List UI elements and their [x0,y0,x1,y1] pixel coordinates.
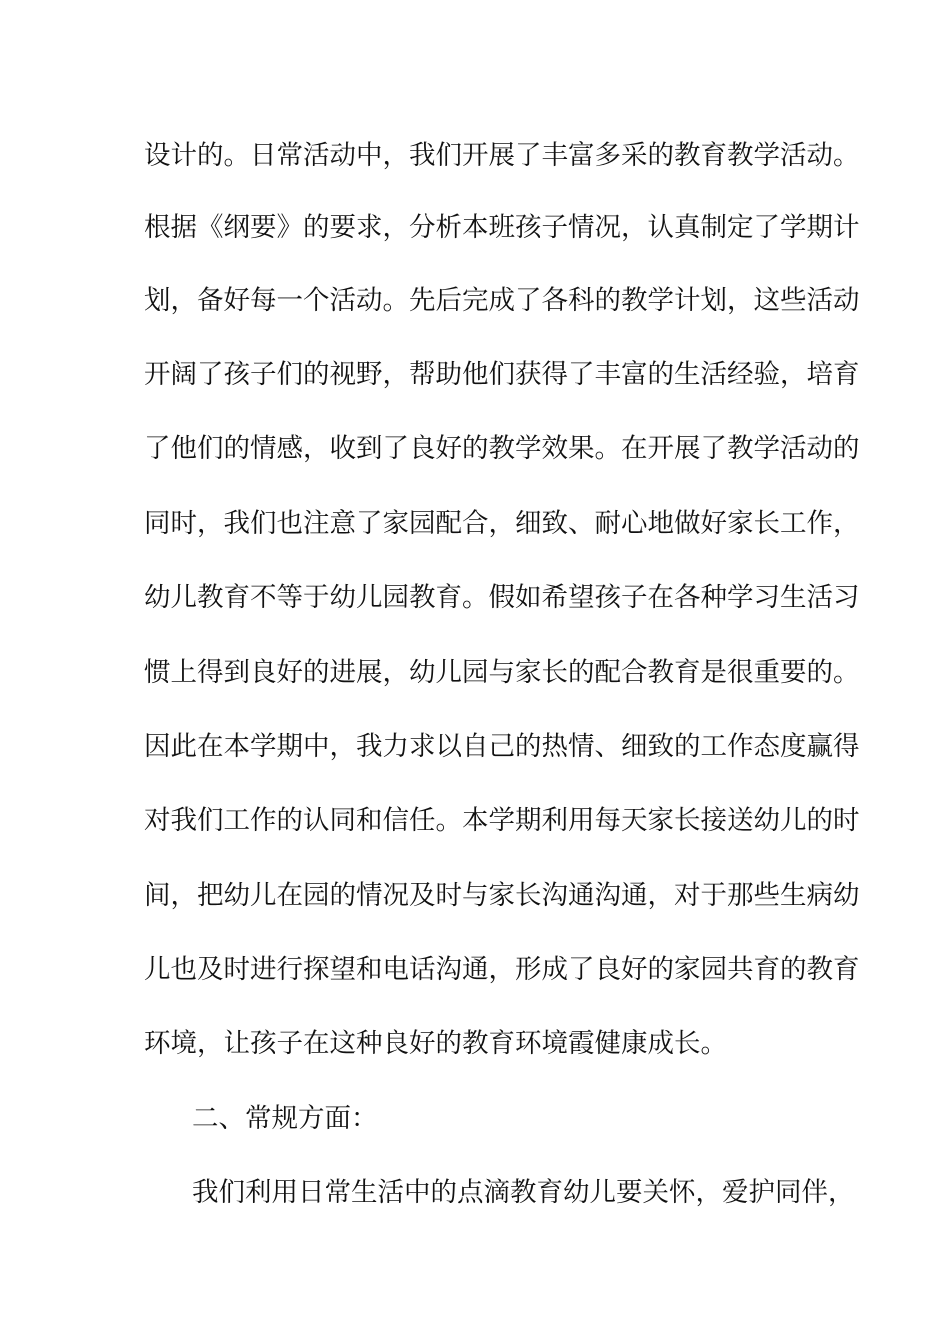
body-text-line: 了他们的情感，收到了良好的教学效果。在开展了教学活动的 [144,433,860,464]
section-heading: 二、常规方面： [192,1103,378,1134]
body-text-line: 设计的。日常活动中，我们开展了丰富多采的教育教学活动。 [144,140,860,171]
body-text-line: 惯上得到良好的进展，幼儿园与家长的配合教育是很重要的。 [144,657,860,688]
body-text-line: 开阔了孩子们的视野，帮助他们获得了丰富的生活经验，培育 [144,359,860,390]
body-text-line: 间，把幼儿在园的情况及时与家长沟通沟通，对于那些生病幼 [144,880,860,911]
body-text-line: 因此在本学期中，我力求以自己的热情、细致的工作态度赢得 [144,731,860,762]
body-text-line: 同时，我们也注意了家园配合，细致、耐心地做好家长工作， [144,508,860,539]
body-text-line: 根据《纲要》的要求，分析本班孩子情况，认真制定了学期计 [144,212,860,243]
body-text-line: 划，备好每一个活动。先后完成了各科的教学计划，这些活动 [144,285,860,316]
body-text-line: 儿也及时进行探望和电话沟通，形成了良好的家园共育的教育 [144,954,860,985]
body-text-line: 对我们工作的认同和信任。本学期利用每天家长接送幼儿的时 [144,805,860,836]
paragraph-first-line: 我们利用日常生活中的点滴教育幼儿要关怀，爱护同伴， [192,1177,855,1208]
body-text-line: 幼儿教育不等于幼儿园教育。假如希望孩子在各种学习生活习 [144,582,860,613]
body-text-line: 环境，让孩子在这种良好的教育环境霞健康成长。 [144,1028,727,1059]
